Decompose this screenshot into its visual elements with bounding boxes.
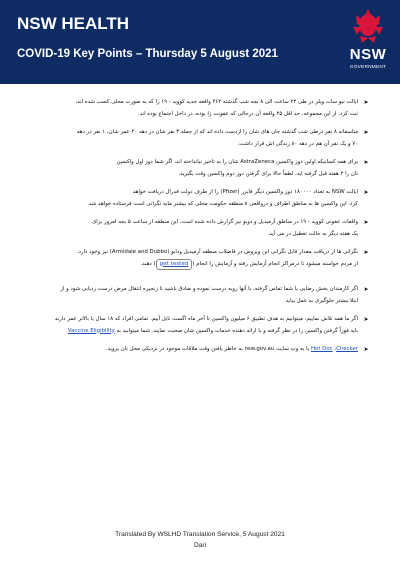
item-line: یک هفته دیگر به حالت تعطیل در می آید. <box>267 230 358 237</box>
item-line-text: باید فوراً گرفتن واکسین را در نظر گرفته و با ارائه دهنده خدمات واکسین شان صحبت نمایند. شما میتوانید به <box>116 327 358 334</box>
item-line-text: از مردم خواسته میشود تا درمراکز انجام آزمایش رفته و آزمایش را انجام <box>196 260 358 267</box>
item-line: متاسفانه ۸ نفر درطی شب گذشته جان های شان را ازدست داده اند که از جمله ۳ نفر شان در دهه ۴۰ عمر شان، ۱ نفر در دهه <box>76 129 358 135</box>
item-line-text: یا به وب سایت nsw.gov.au به خاطر یافتن وقت ملاقات موجود در نزدیکی محل تان بروید. <box>105 346 310 352</box>
item-line-with-link <box>40 326 358 338</box>
footer-language: Dari <box>193 542 207 549</box>
list-item <box>40 314 370 337</box>
arrow-bullet-icon: ➤ <box>363 189 369 196</box>
list-item <box>40 97 370 120</box>
checker-link[interactable]: Checker <box>336 346 358 352</box>
item-line: ایالت NSW به تعداد ۱۸۰۰۰۰ دوز واکسین دیگر فایزر (Pfizer) را از طرف دولت فدرال دریافت خواهد <box>132 189 358 195</box>
list-item <box>40 187 370 210</box>
arrow-bullet-icon: ➤ <box>363 129 369 136</box>
list-item <box>40 284 370 307</box>
item-line-with-links: Checker، Hot Doc یا به وب سایت nsw.gov.au به خاطر یافتن وقت ملاقات موجود در نزدیکی محل تان بروید. <box>105 346 358 352</box>
key-points-list <box>40 97 370 363</box>
arrow-bullet-icon: ➤ <box>363 219 369 226</box>
header-subtitle: COVID-19 Key Points – Thursday 5 August 2021 <box>17 48 278 60</box>
hot-doc-link[interactable]: Hot Doc <box>311 346 333 352</box>
item-line: نگرانی ها از دریافت مقدار قابل نگرانی این ویروس در فاضلاب منطقه آرمیدیل ودابو (Armidale and Dubbo) نیز وجود دارد. <box>76 249 358 255</box>
get-tested-link[interactable]: get tested <box>156 259 193 270</box>
footer-translation-credit: Translated By WSLHD Translation Service, 5 August 2021 <box>115 531 285 538</box>
item-line: برای همه کسانیکه اولین دوز واکسین AstraZeneca شان را به تاخیر نیانداخته اند، اگر شما دوز اول واکسین <box>116 159 358 165</box>
logo-nsw-text: NSW <box>349 46 387 63</box>
arrow-bullet-icon: ➤ <box>363 99 369 106</box>
header-banner <box>0 0 400 84</box>
logo-government-text: GOVERNMENT <box>349 65 387 70</box>
arrow-bullet-icon: ➤ <box>363 249 369 256</box>
waratah-icon <box>342 5 394 45</box>
list-item <box>40 157 370 180</box>
list-item <box>40 127 370 150</box>
item-line: ثبت کرد. از این مجموعه، حد اقل ۴۵ واقعه آن درجالی که عفونت زا بوده، در داخل اجتماع بوده اند. <box>138 110 358 117</box>
item-line: ایالت نیو سات ویلز در طی ۲۴ ساعت الی ۸ بجه شب گذشته ۲۶۲ واقعه جدید کووید - ۱۹ را که به صورت محلی کسب شده اند، <box>75 99 358 105</box>
arrow-bullet-icon: ➤ <box>363 286 369 293</box>
item-line: ابتلا بیشتر جلوگیری به عمل بیاید. <box>284 297 358 304</box>
list-item <box>40 247 370 270</box>
arrow-bullet-icon: ➤ <box>363 159 369 166</box>
item-line-with-button: از مردم خواسته میشود تا درمراکز انجام آزمایش رفته و آزمایش را انجام (get tested) دهند. <box>40 259 358 271</box>
header-title: NSW HEALTH <box>17 14 130 33</box>
item-line: واقعات عفونی کووید - ۱۹ در مناطق آرمیدیل و دوبو نیز گزارش داده شده است. این منطقه از ساعت ۵ بجه امروز برای <box>92 219 358 225</box>
item-line: ۷۰ و یک نفر آن هم در دهه ۸۰ زندگی اش قرار داشت. <box>237 140 358 147</box>
item-line-text-end: دهند. <box>140 260 152 267</box>
nsw-government-logo <box>342 5 394 79</box>
arrow-bullet-icon: ➤ <box>363 316 369 323</box>
list-item <box>40 344 370 356</box>
item-line: تان را ۴ هفته قبل گرفته اید، لطفاً حالا برای گرفتن دوز دوم واکسین وقت بگیرید. <box>178 170 358 177</box>
item-line: اگر کارمندان بخش رضایی یا شما تماس گرفته، با آنها روبه درست نموده و صادق باشید تا زنجیره انتقال مرض درست ردیابی شود و از <box>60 286 358 292</box>
list-item <box>40 217 370 240</box>
item-line: کرد. این واکسین ها به مناطق اطراف و درواقعی ۸ منطقه حکومت محلی که بیشتر مایه نگرانی است فرستاده خواهد شد. <box>87 200 358 207</box>
item-line: اگر ما همه تلاش نماییم، میتوانیم به هدف تطبیق ۶ میلیون واکسین تا آخر ماه اگست نایل آییم. تمامی افراد که ۱۸ سال یا بالاتر عمر دارند <box>54 316 358 322</box>
arrow-bullet-icon: ➤ <box>363 346 369 353</box>
vaccine-eligibility-link[interactable]: Vaccine Eligibility <box>67 327 115 334</box>
